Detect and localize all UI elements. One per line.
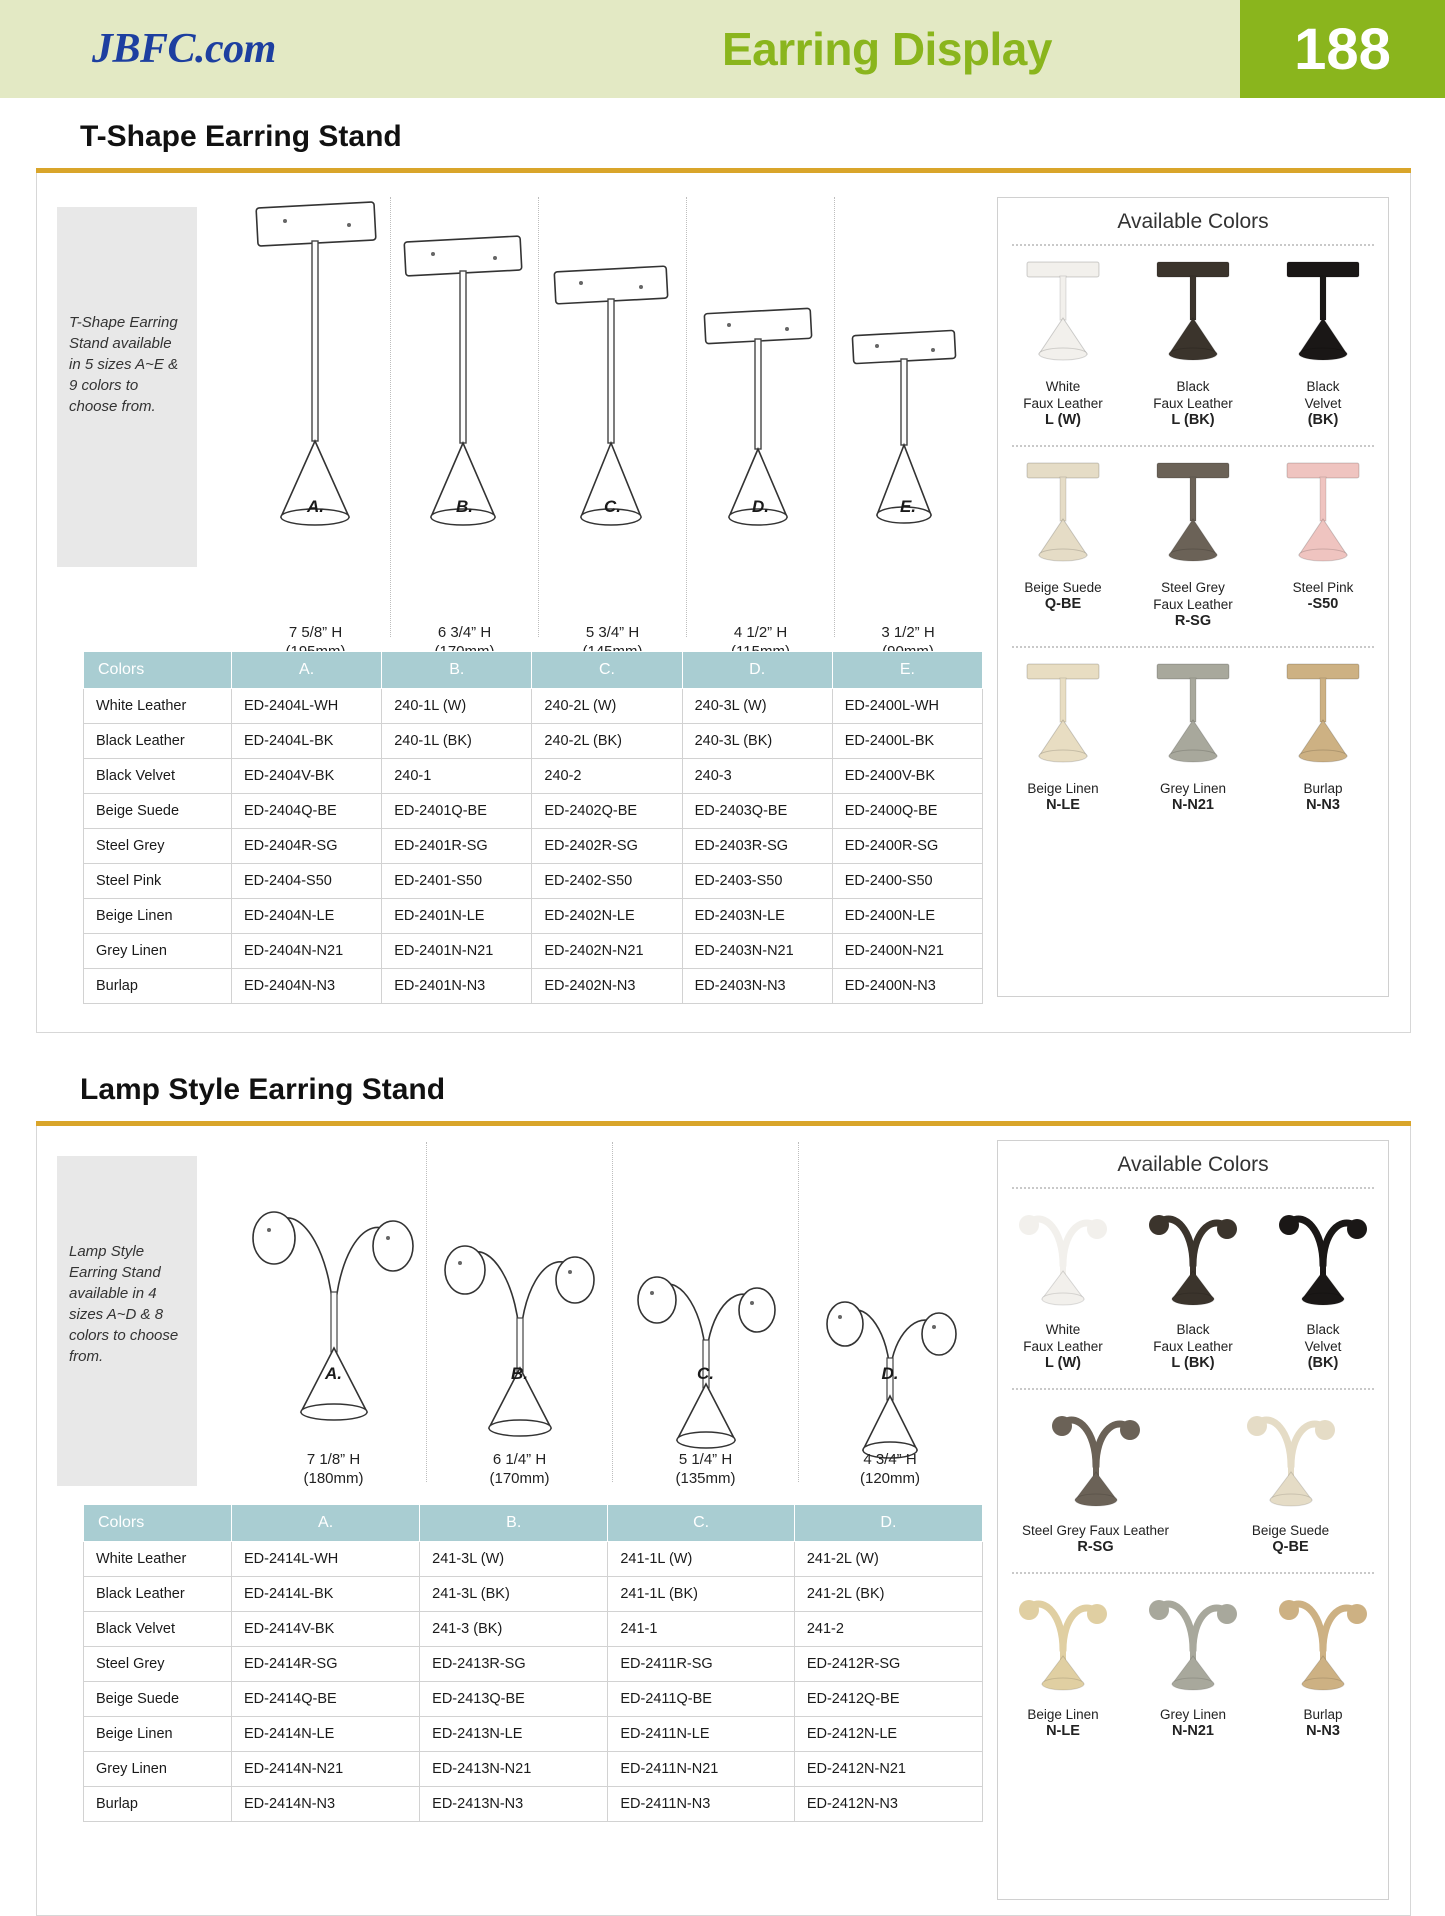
sku-cell: ED-2413R-SG <box>420 1647 608 1682</box>
swatch-code: L (W) <box>1045 412 1081 428</box>
brand-logo: JBFC.com <box>92 26 276 72</box>
swatch-art <box>1130 256 1256 374</box>
swatch-art <box>1000 256 1126 374</box>
swatch-label: White Faux Leather <box>1023 1322 1103 1354</box>
color-name-cell: Beige Suede <box>84 1682 232 1717</box>
swatch-code: N-N21 <box>1172 1723 1214 1739</box>
swatch-art <box>1195 1400 1386 1518</box>
swatch-code: N-LE <box>1046 1723 1080 1739</box>
sku-cell: ED-2402N-N21 <box>532 934 682 969</box>
sku-cell: ED-2412N-LE <box>794 1717 982 1752</box>
color-swatch[interactable] <box>998 1578 1128 1752</box>
section-t-shape <box>0 98 1445 1033</box>
sku-cell: ED-2400R-SG <box>832 829 982 864</box>
sku-cell: ED-2402R-SG <box>532 829 682 864</box>
swatch-art <box>1260 1199 1386 1317</box>
figure-t-a <box>241 197 391 641</box>
table-header-row <box>84 652 983 689</box>
swatch-label: Burlap <box>1303 781 1343 796</box>
color-name-cell: Black Velvet <box>84 1612 232 1647</box>
figure-height-in: 6 3/4” H <box>437 624 492 641</box>
figure-height-in: 7 5/8” H <box>288 624 343 641</box>
column-header: B. <box>420 1505 608 1542</box>
t-stand-c-art <box>539 253 687 633</box>
color-swatch[interactable] <box>1128 652 1258 826</box>
swatch-row <box>998 1394 1388 1568</box>
panel-lamp-style <box>36 1126 1411 1916</box>
sku-cell: ED-2401N-LE <box>382 899 532 934</box>
sku-cell: 241-3L (W) <box>420 1542 608 1577</box>
color-swatch[interactable] <box>998 1394 1193 1568</box>
sku-cell: ED-2411N-N3 <box>608 1787 795 1822</box>
sku-cell: ED-2400V-BK <box>832 759 982 794</box>
sku-cell: ED-2404V-BK <box>232 759 382 794</box>
swatch-label: Steel Grey Faux Leather <box>1153 580 1233 612</box>
sku-cell: 240-1 <box>382 759 532 794</box>
page-title: Earring Display <box>722 23 1052 75</box>
swatch-art <box>1000 1400 1191 1518</box>
spec-table-lamp-style <box>83 1504 983 1822</box>
sku-cell: 241-1L (BK) <box>608 1577 795 1612</box>
sku-cell: ED-2413N-N3 <box>420 1787 608 1822</box>
swatch-art <box>1130 1584 1256 1702</box>
figure-letter: C. <box>697 1364 714 1383</box>
sku-cell: ED-2404-S50 <box>232 864 382 899</box>
color-name-cell: Steel Grey <box>84 1647 232 1682</box>
color-swatch[interactable] <box>998 250 1128 441</box>
table-row <box>84 724 983 759</box>
swatch-art <box>1260 658 1386 776</box>
sku-cell: ED-2404N-N3 <box>232 969 382 1004</box>
swatch-label: Grey Linen <box>1159 781 1227 796</box>
sku-cell: ED-2403Q-BE <box>682 794 832 829</box>
swatch-code: L (BK) <box>1171 1355 1215 1371</box>
color-name-cell: White Leather <box>84 689 232 724</box>
sku-cell: ED-2404R-SG <box>232 829 382 864</box>
swatch-code: -S50 <box>1307 596 1339 612</box>
color-name-cell: Beige Linen <box>84 899 232 934</box>
swatch-label: Burlap <box>1303 1707 1343 1722</box>
figure-letter: A. <box>307 497 324 516</box>
sku-cell: ED-2414L-WH <box>232 1542 420 1577</box>
figure-row-t-shape <box>241 197 981 641</box>
table-row <box>84 689 983 724</box>
sku-cell: ED-2411R-SG <box>608 1647 795 1682</box>
table-row <box>84 1577 983 1612</box>
color-name-cell: Burlap <box>84 1787 232 1822</box>
column-header: D. <box>794 1505 982 1542</box>
color-name-cell: Black Leather <box>84 1577 232 1612</box>
table-row <box>84 1682 983 1717</box>
sku-cell: 241-1 <box>608 1612 795 1647</box>
sku-cell: ED-2400L-WH <box>832 689 982 724</box>
figure-lamp-c <box>613 1142 799 1487</box>
swatch-row <box>998 1578 1388 1752</box>
table-row <box>84 759 983 794</box>
sku-cell: 241-2L (W) <box>794 1542 982 1577</box>
figure-height-mm: (180mm) <box>303 1470 364 1487</box>
swatch-label: Black Faux Leather <box>1153 1322 1233 1354</box>
swatch-code: R-SG <box>1174 613 1212 629</box>
swatch-label: Beige Linen <box>1027 781 1099 796</box>
swatch-label: Beige Suede <box>1024 580 1102 595</box>
color-name-cell: Beige Suede <box>84 794 232 829</box>
color-swatch[interactable] <box>1128 1193 1258 1384</box>
color-swatch[interactable] <box>998 1193 1128 1384</box>
sku-cell: ED-2411N-LE <box>608 1717 795 1752</box>
swatch-code: Q-BE <box>1044 596 1082 612</box>
sku-cell: ED-2400Q-BE <box>832 794 982 829</box>
swatch-label: Black Velvet <box>1304 1322 1342 1354</box>
sku-cell: ED-2400N-LE <box>832 899 982 934</box>
color-swatch[interactable] <box>1128 451 1258 642</box>
sku-cell: 240-2 <box>532 759 682 794</box>
swatch-code: R-SG <box>1077 1539 1114 1555</box>
colors-box-lamp-style <box>997 1140 1389 1900</box>
color-swatch[interactable] <box>1258 1578 1388 1752</box>
figure-lamp-b <box>427 1142 613 1487</box>
swatch-row <box>998 250 1388 441</box>
swatch-label: Grey Linen <box>1159 1707 1227 1722</box>
swatch-label: Beige Suede <box>1251 1523 1330 1538</box>
sku-cell: 241-2 <box>794 1612 982 1647</box>
swatch-art <box>1000 1199 1126 1317</box>
column-header: B. <box>382 652 532 689</box>
note-box-t-shape <box>57 207 197 567</box>
figure-letter: A. <box>325 1364 342 1383</box>
figure-height-mm: (170mm) <box>489 1470 550 1487</box>
divider <box>1012 1187 1374 1189</box>
sku-cell: ED-2404Q-BE <box>232 794 382 829</box>
color-swatch[interactable] <box>1258 451 1388 642</box>
swatch-code: N-N21 <box>1172 797 1214 813</box>
sku-cell: ED-2411Q-BE <box>608 1682 795 1717</box>
sku-cell: ED-2414R-SG <box>232 1647 420 1682</box>
figure-height-in: 5 1/4” H <box>678 1451 733 1468</box>
sku-cell: 240-1L (W) <box>382 689 532 724</box>
table-row <box>84 1717 983 1752</box>
swatch-row <box>998 652 1388 826</box>
divider <box>1012 1388 1374 1390</box>
swatch-row <box>998 1193 1388 1384</box>
color-swatch[interactable] <box>998 451 1128 642</box>
sku-cell: ED-2401R-SG <box>382 829 532 864</box>
swatch-code: N-N3 <box>1306 797 1340 813</box>
sku-cell: ED-2401N-N21 <box>382 934 532 969</box>
figure-height-in: 3 1/2” H <box>881 624 935 641</box>
column-header: A. <box>232 652 382 689</box>
sku-cell: ED-2412N-N3 <box>794 1787 982 1822</box>
color-swatch[interactable] <box>1258 1193 1388 1384</box>
swatch-label: Steel Pink <box>1292 580 1354 595</box>
color-name-cell: Burlap <box>84 969 232 1004</box>
sku-cell: ED-2413N-LE <box>420 1717 608 1752</box>
color-name-cell: Black Velvet <box>84 759 232 794</box>
column-header: C. <box>608 1505 795 1542</box>
swatch-art <box>1000 1584 1126 1702</box>
figure-t-e <box>835 197 981 641</box>
sku-cell: ED-2402N-LE <box>532 899 682 934</box>
column-header: Colors <box>84 652 232 689</box>
sku-cell: 241-2L (BK) <box>794 1577 982 1612</box>
colors-box-title: Available Colors <box>1117 210 1269 233</box>
figure-t-d <box>687 197 835 641</box>
sku-cell: ED-2412N-N21 <box>794 1752 982 1787</box>
color-name-cell: Steel Pink <box>84 864 232 899</box>
divider <box>1012 445 1374 447</box>
section-lamp-style <box>0 1051 1445 1916</box>
sku-cell: ED-2404L-BK <box>232 724 382 759</box>
note-box-lamp-style <box>57 1156 197 1486</box>
note-text: Lamp Style Earring Stand available in 4 sizes A~D & 8 colors to choose from. <box>69 1243 179 1365</box>
swatch-code: Q-BE <box>1272 1539 1309 1555</box>
column-header: E. <box>832 652 982 689</box>
column-header: A. <box>232 1505 420 1542</box>
swatch-code: L (BK) <box>1171 412 1215 428</box>
sku-cell: ED-2412Q-BE <box>794 1682 982 1717</box>
figure-height-mm: (135mm) <box>675 1470 736 1487</box>
figure-letter: E. <box>899 497 917 516</box>
column-header: C. <box>532 652 682 689</box>
sku-cell: 241-1L (W) <box>608 1542 795 1577</box>
sku-cell: ED-2414N-LE <box>232 1717 420 1752</box>
sku-cell: ED-2412R-SG <box>794 1647 982 1682</box>
figure-letter: B. <box>511 1364 528 1383</box>
figure-t-c <box>539 197 687 641</box>
sku-cell: 240-3 <box>682 759 832 794</box>
color-name-cell: Beige Linen <box>84 1717 232 1752</box>
swatch-art <box>1260 256 1386 374</box>
column-header: Colors <box>84 1505 232 1542</box>
sku-cell: 240-3L (BK) <box>682 724 832 759</box>
sku-cell: 240-2L (W) <box>532 689 682 724</box>
t-stand-b-art <box>391 225 539 605</box>
sku-cell: 241-3L (BK) <box>420 1577 608 1612</box>
table-row <box>84 829 983 864</box>
table-row <box>84 864 983 899</box>
swatch-label: Beige Linen <box>1027 1707 1099 1722</box>
figure-letter: B. <box>456 497 473 516</box>
sku-cell: ED-2413N-N21 <box>420 1752 608 1787</box>
t-stand-a-art <box>241 197 391 577</box>
swatch-art <box>1260 1584 1386 1702</box>
color-swatch[interactable] <box>1193 1394 1388 1568</box>
table-row <box>84 1647 983 1682</box>
sku-cell: ED-2402N-N3 <box>532 969 682 1004</box>
sku-cell: ED-2414N-N3 <box>232 1787 420 1822</box>
divider <box>1012 244 1374 246</box>
sku-cell: ED-2400N-N21 <box>832 934 982 969</box>
panel-t-shape <box>36 173 1411 1033</box>
figure-height-in: 7 1/8” H <box>306 1451 361 1468</box>
sku-cell: ED-2400-S50 <box>832 864 982 899</box>
table-row <box>84 1787 983 1822</box>
figure-height-mm: (120mm) <box>859 1470 920 1487</box>
swatch-label: Black Faux Leather <box>1153 379 1233 411</box>
section-title-t-shape: T-Shape Earring Stand <box>80 120 402 153</box>
figure-height-in: 6 1/4” H <box>492 1451 547 1468</box>
sku-cell: ED-2400N-N3 <box>832 969 982 1004</box>
color-swatch[interactable] <box>1258 250 1388 441</box>
swatch-code: (BK) <box>1307 1355 1339 1371</box>
table-row <box>84 794 983 829</box>
section-title-lamp-style: Lamp Style Earring Stand <box>80 1073 446 1106</box>
table-row <box>84 934 983 969</box>
color-swatch[interactable] <box>1258 652 1388 826</box>
swatch-code: N-N3 <box>1306 1723 1340 1739</box>
swatch-art <box>1130 658 1256 776</box>
divider <box>1012 1572 1374 1574</box>
figure-lamp-d <box>799 1142 981 1487</box>
sku-cell: ED-2401-S50 <box>382 864 532 899</box>
swatch-art <box>1000 457 1126 575</box>
figure-height-in: 4 1/2” H <box>733 624 788 641</box>
figure-height-in: 4 3/4” H <box>863 1451 917 1468</box>
sku-cell: 240-2L (BK) <box>532 724 682 759</box>
figure-row-lamp <box>241 1142 981 1487</box>
table-row <box>84 899 983 934</box>
table-row <box>84 1752 983 1787</box>
color-swatch[interactable] <box>998 652 1128 826</box>
sku-cell: ED-2414N-N21 <box>232 1752 420 1787</box>
swatch-label: Black Velvet <box>1304 379 1342 411</box>
colors-box-title: Available Colors <box>1117 1153 1269 1176</box>
sku-cell: ED-2403-S50 <box>682 864 832 899</box>
sku-cell: ED-2400L-BK <box>832 724 982 759</box>
divider <box>1012 646 1374 648</box>
sku-cell: ED-2414L-BK <box>232 1577 420 1612</box>
swatch-art <box>1000 658 1126 776</box>
figure-letter: C. <box>604 497 621 516</box>
figure-letter: D. <box>881 1364 899 1383</box>
sku-cell: 241-3 (BK) <box>420 1612 608 1647</box>
table-header-row <box>84 1505 983 1542</box>
page-header <box>0 0 1445 98</box>
sku-cell: ED-2402-S50 <box>532 864 682 899</box>
figure-letter: D. <box>752 497 769 516</box>
table-row <box>84 969 983 1004</box>
swatch-art <box>1260 457 1386 575</box>
swatch-label: Steel Grey Faux Leather <box>1021 1523 1170 1538</box>
sku-cell: ED-2403N-N3 <box>682 969 832 1004</box>
color-swatch[interactable] <box>1128 1578 1258 1752</box>
swatch-art <box>1130 1199 1256 1317</box>
sku-cell: ED-2403R-SG <box>682 829 832 864</box>
color-swatch[interactable] <box>1128 250 1258 441</box>
sku-cell: ED-2404L-WH <box>232 689 382 724</box>
table-row <box>84 1542 983 1577</box>
color-name-cell: Steel Grey <box>84 829 232 864</box>
figure-height-in: 5 3/4” H <box>585 624 640 641</box>
swatch-code: N-LE <box>1046 797 1080 813</box>
sku-cell: ED-2404N-LE <box>232 899 382 934</box>
spec-table-t-shape <box>83 651 983 1004</box>
sku-cell: ED-2414V-BK <box>232 1612 420 1647</box>
figure-t-b <box>391 197 539 641</box>
swatch-art <box>1130 457 1256 575</box>
page-number-box <box>1240 0 1445 98</box>
sku-cell: ED-2401Q-BE <box>382 794 532 829</box>
note-text: T-Shape Earring Stand available in 5 sizes A~E & 9 colors to choose from. <box>69 314 179 415</box>
sku-cell: ED-2411N-N21 <box>608 1752 795 1787</box>
colors-box-t-shape <box>997 197 1389 997</box>
lamp-stand-b-art <box>427 1170 613 1470</box>
column-header: D. <box>682 652 832 689</box>
sku-cell: ED-2403N-N21 <box>682 934 832 969</box>
swatch-label: White Faux Leather <box>1023 379 1103 411</box>
sku-cell: ED-2401N-N3 <box>382 969 532 1004</box>
sku-cell: ED-2403N-LE <box>682 899 832 934</box>
sku-cell: ED-2414Q-BE <box>232 1682 420 1717</box>
page-number: 188 <box>1294 16 1391 82</box>
sku-cell: ED-2404N-N21 <box>232 934 382 969</box>
sku-cell: ED-2413Q-BE <box>420 1682 608 1717</box>
swatch-code: (BK) <box>1307 412 1339 428</box>
sku-cell: 240-1L (BK) <box>382 724 532 759</box>
table-row <box>84 1612 983 1647</box>
color-name-cell: White Leather <box>84 1542 232 1577</box>
figure-lamp-a <box>241 1142 427 1487</box>
swatch-code: L (W) <box>1045 1355 1081 1371</box>
color-name-cell: Grey Linen <box>84 934 232 969</box>
swatch-row <box>998 451 1388 642</box>
color-name-cell: Black Leather <box>84 724 232 759</box>
sku-cell: 240-3L (W) <box>682 689 832 724</box>
lamp-stand-a-art <box>241 1142 427 1442</box>
sku-cell: ED-2402Q-BE <box>532 794 682 829</box>
color-name-cell: Grey Linen <box>84 1752 232 1787</box>
